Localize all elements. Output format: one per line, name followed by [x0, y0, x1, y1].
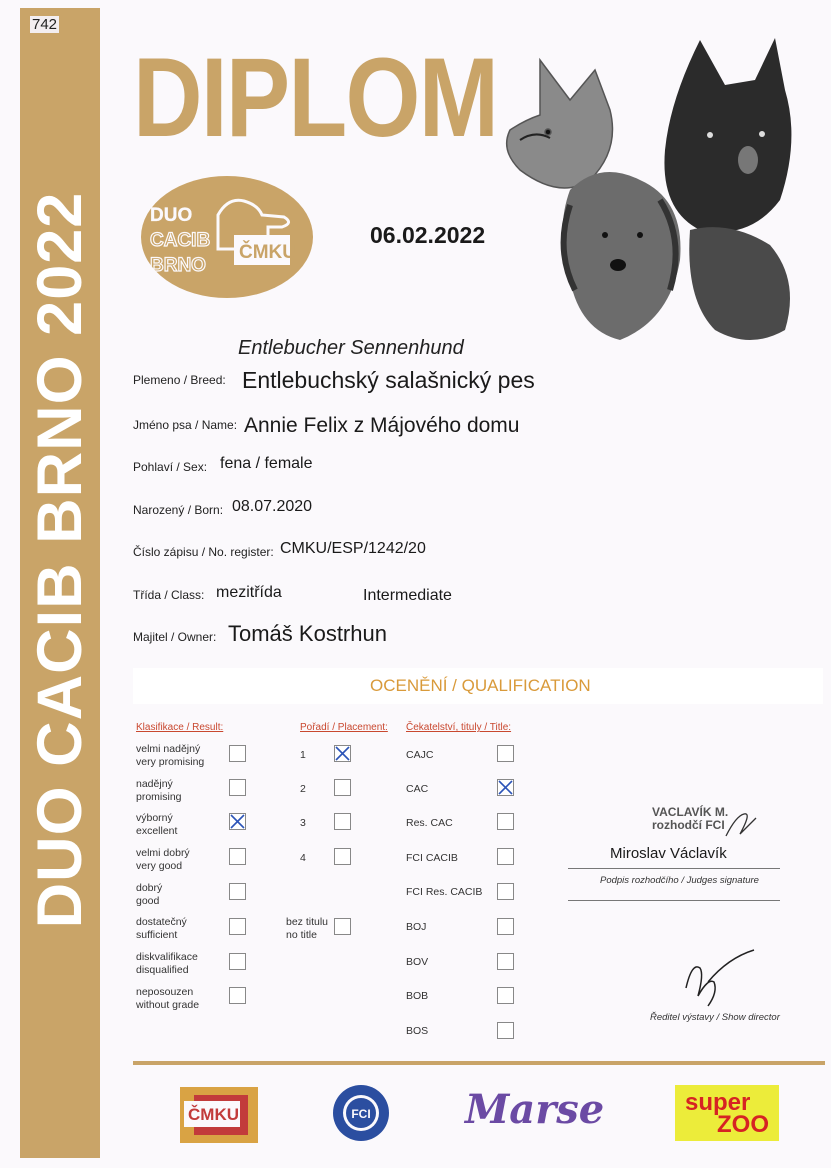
class-value-en: Intermediate	[363, 587, 452, 604]
cmku-logo	[180, 1087, 258, 1148]
result-label: dobrý good	[136, 882, 163, 907]
placement-checkbox-4[interactable]	[334, 848, 351, 865]
side-title: DUO CACIB BRNO 2022	[25, 191, 95, 929]
result-label: dostatečný sufficient	[136, 916, 187, 941]
title-checkbox-res-cac[interactable]	[497, 813, 514, 830]
director-signature-icon	[678, 948, 758, 1010]
title-checkbox-cac[interactable]	[497, 779, 514, 796]
judge-signature-caption: Podpis rozhodčího / Judges signature	[600, 875, 759, 886]
class-label: Třída / Class:	[133, 588, 205, 602]
dog-left-head	[507, 60, 613, 188]
director-caption: Ředitel výstavy / Show director	[650, 1012, 780, 1023]
placement-label: 4	[300, 852, 306, 864]
dog-right-lower	[689, 227, 790, 340]
result-checkbox-without-grade[interactable]	[229, 987, 246, 1004]
marse-logo: Marse	[465, 1086, 605, 1133]
result-checkbox-good[interactable]	[229, 883, 246, 900]
titles-header: Čekatelství, tituly / Title:	[406, 722, 512, 733]
result-checkbox-disqualified[interactable]	[229, 953, 246, 970]
placement-checkbox-3[interactable]	[334, 813, 351, 830]
sex-label: Pohlaví / Sex:	[133, 460, 208, 474]
owner-value: Tomáš Kostrhun	[228, 621, 387, 646]
placement-checkbox-2[interactable]	[334, 779, 351, 796]
judge-name: Miroslav Václavík	[610, 845, 727, 862]
page-number: 742	[32, 16, 58, 33]
check-mark-icon	[335, 746, 350, 761]
result-label: velmi dobrý very good	[136, 847, 190, 872]
title-label: CAJC	[406, 749, 434, 761]
result-checkbox-promising[interactable]	[229, 779, 246, 796]
register-value: CMKU/ESP/1242/20	[280, 540, 426, 557]
title-label: Res. CAC	[406, 817, 453, 829]
breed-value: Entlebuchský salašnický pes	[242, 367, 535, 393]
title-label: BOS	[406, 1025, 429, 1037]
result-label: nadějný promising	[136, 778, 182, 803]
logo-mark: ČMKU	[239, 242, 296, 263]
result-header: Klasifikace / Result:	[136, 722, 224, 733]
logo-line-cacib: CACIB	[150, 230, 211, 251]
result-label: velmi nadějný very promising	[136, 743, 205, 768]
name-value: Annie Felix z Májového domu	[244, 414, 520, 437]
no-title-checkbox[interactable]	[334, 918, 351, 935]
born-value: 08.07.2020	[232, 498, 313, 515]
title-checkbox-fci-res-cacib[interactable]	[497, 883, 514, 900]
register-label: Číslo zápisu / No. register:	[133, 545, 274, 559]
sex-value: fena / female	[220, 455, 313, 472]
title-label: CAC	[406, 783, 429, 795]
judge-stamp: VACLAVÍK M. rozhodčí FCI	[652, 805, 729, 832]
class-value-cz: mezitřída	[216, 584, 282, 601]
show-date: 06.02.2022	[370, 222, 486, 248]
title-checkbox-bos[interactable]	[497, 1022, 514, 1039]
cmku-logo-text: ČMKU	[188, 1105, 239, 1124]
dog-middle-head	[563, 172, 681, 340]
title-checkbox-bov[interactable]	[497, 953, 514, 970]
show-logo	[140, 175, 315, 305]
placement-label: 3	[300, 817, 306, 829]
result-checkbox-sufficient[interactable]	[229, 918, 246, 935]
result-checkbox-very-promising[interactable]	[229, 745, 246, 762]
title-checkbox-cajc[interactable]	[497, 745, 514, 762]
title-label: BOB	[406, 990, 429, 1002]
result-checkbox-very-good[interactable]	[229, 848, 246, 865]
logo-line-brno: BRNO	[150, 255, 206, 276]
name-label: Jméno psa / Name:	[133, 418, 238, 432]
title-label: BOV	[406, 956, 429, 968]
owner-label: Majitel / Owner:	[133, 630, 217, 644]
title-checkbox-boj[interactable]	[497, 918, 514, 935]
check-mark-icon	[230, 814, 245, 829]
title-checkbox-fci-cacib[interactable]	[497, 848, 514, 865]
breed-latin-name: Entlebucher Sennenhund	[238, 337, 464, 359]
superzoo-logo-top: super	[685, 1089, 751, 1116]
dog-right-head	[664, 38, 791, 232]
placement-header: Pořadí / Placement:	[300, 722, 388, 733]
title-label: FCI Res. CACIB	[406, 886, 483, 898]
title-label: FCI CACIB	[406, 852, 458, 864]
placement-label: 2	[300, 783, 306, 795]
logo-line-duo: DUO	[150, 205, 193, 226]
diploma-title: DIPLOM	[133, 35, 498, 160]
result-checkbox-excellent[interactable]	[229, 813, 246, 830]
dogs-illustration	[500, 30, 815, 355]
placement-label: 1	[300, 749, 306, 761]
divider	[568, 900, 780, 901]
check-mark-icon	[498, 780, 513, 795]
placement-checkbox-1[interactable]	[334, 745, 351, 762]
result-label: výborný excellent	[136, 812, 178, 837]
title-label: BOJ	[406, 921, 427, 933]
judge-signature-line	[568, 868, 780, 869]
result-label: diskvalifikace disqualified	[136, 951, 198, 976]
superzoo-logo-bottom: ZOO	[717, 1111, 769, 1138]
bottom-rule	[133, 1061, 825, 1065]
breed-label: Plemeno / Breed:	[133, 373, 226, 387]
title-checkbox-bob[interactable]	[497, 987, 514, 1004]
superzoo-logo	[675, 1085, 779, 1141]
no-title-label: bez titulu no title	[286, 916, 329, 941]
born-label: Narozený / Born:	[133, 503, 224, 517]
qualification-title: OCENĚNÍ / QUALIFICATION	[370, 676, 591, 695]
fci-logo-text: FCI	[351, 1107, 371, 1121]
fci-logo	[331, 1083, 391, 1148]
judge-signature-icon	[722, 806, 762, 842]
result-label: neposouzen without grade	[136, 986, 200, 1011]
